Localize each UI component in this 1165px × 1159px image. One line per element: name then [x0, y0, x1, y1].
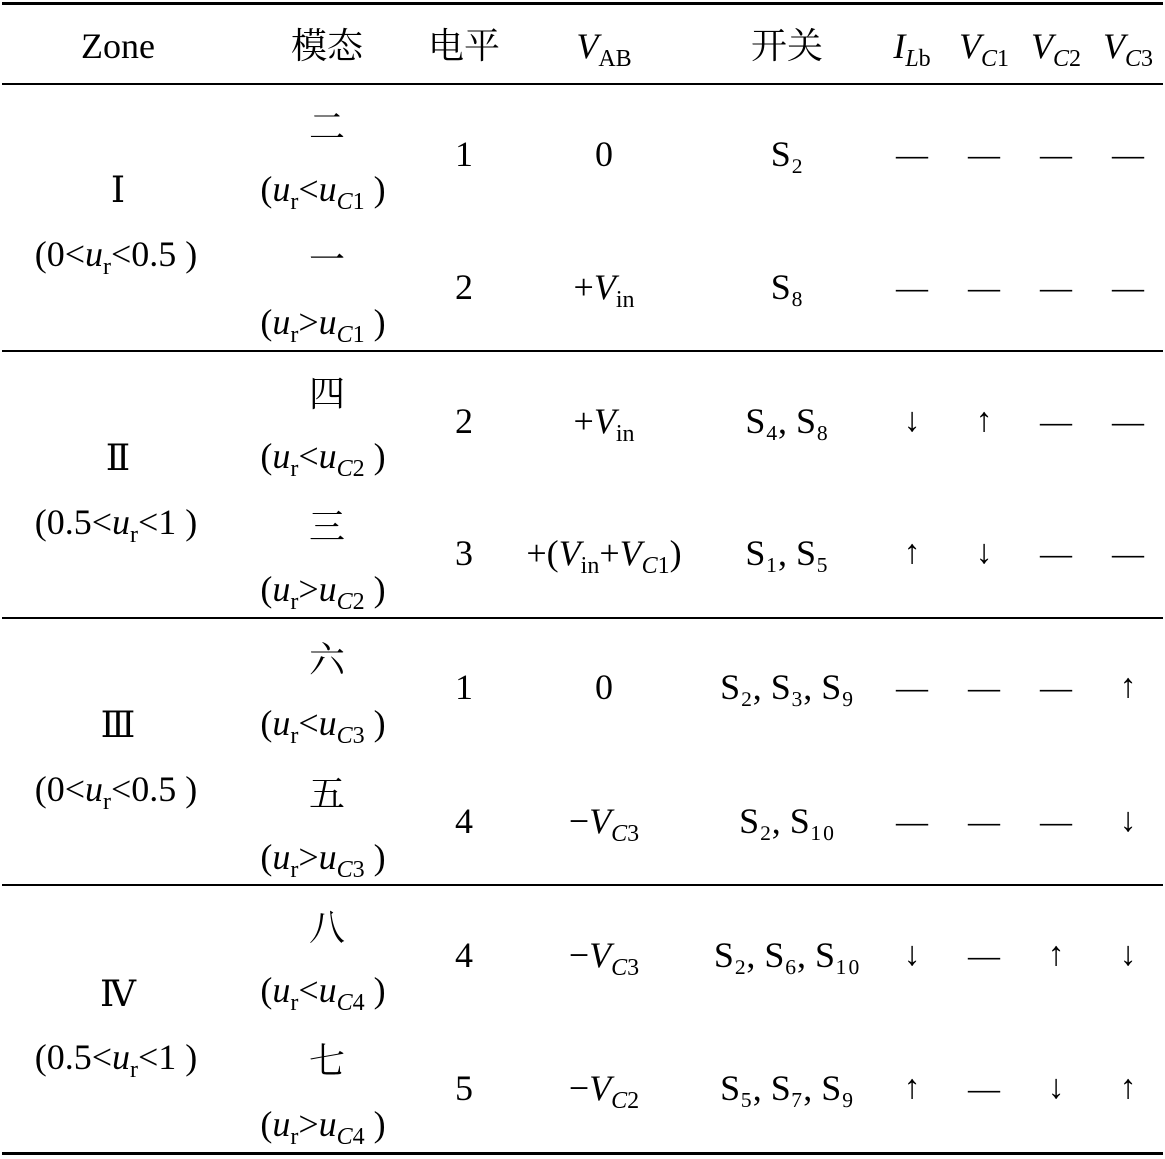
- ilb-state: ↑: [903, 534, 921, 571]
- vc3-state: ↓: [1119, 802, 1137, 839]
- header-switch: 开关: [750, 26, 824, 66]
- mode-condition: ($u_r>u_{C1}$ ): [260, 302, 386, 348]
- vab-value: $+(V_{in}+V_{C1})$: [526, 533, 682, 579]
- switch-list: S₂, S₃, S₉: [720, 667, 854, 707]
- vc3-state: ↑: [1119, 668, 1137, 705]
- vc1-state: ↑: [975, 402, 993, 439]
- vc2-state: ↓: [1047, 1069, 1065, 1106]
- header-vc2: $V_{C2}$: [1030, 26, 1082, 72]
- zone-3-label: Ⅲ: [100, 705, 136, 745]
- zone-4-label: Ⅳ: [100, 974, 136, 1014]
- top-rule: [2, 2, 1163, 5]
- vab-value: 0: [595, 134, 613, 174]
- level-value: 1: [455, 134, 473, 174]
- header-vab: $V_{AB}$: [576, 26, 632, 72]
- zone-2-range: ($0.5<u_r<1$ ): [34, 502, 198, 548]
- vc3-state: ↓: [1119, 936, 1137, 973]
- level-value: 2: [455, 401, 473, 441]
- mode-condition: ($u_r>u_{C4}$ ): [260, 1104, 386, 1150]
- header-vc3: $V_{C3}$: [1102, 26, 1154, 72]
- switch-list: S₂, S₆, S₁₀: [713, 935, 861, 975]
- zone-1-range: ($0<u_r<0.5$ ): [34, 234, 198, 280]
- vab-value: $-V_{C3}$: [568, 935, 640, 981]
- vab-value: $-V_{C3}$: [568, 801, 640, 847]
- ilb-state: ↑: [903, 1069, 921, 1106]
- vc2-state: —: [1040, 403, 1072, 439]
- level-value: 4: [455, 801, 473, 841]
- switch-list: S₄, S₈: [745, 401, 829, 441]
- switch-list: S₅, S₇, S₉: [720, 1068, 854, 1108]
- zone-divider-2: [2, 617, 1163, 619]
- vc3-state: —: [1112, 269, 1144, 305]
- mode-condition: ($u_r<u_{C3}$ ): [260, 703, 386, 749]
- mode-condition: ($u_r>u_{C3}$ ): [260, 837, 386, 883]
- mode-label: 六: [308, 640, 346, 680]
- ilb-state: —: [896, 269, 928, 305]
- vc2-state: —: [1040, 669, 1072, 705]
- mode-condition: ($u_r>u_{C2}$ ): [260, 569, 386, 615]
- zone-3-range: ($0<u_r<0.5$ ): [34, 769, 198, 815]
- ilb-state: —: [896, 669, 928, 705]
- zone-2-label: Ⅱ: [105, 438, 131, 478]
- vc1-state: —: [968, 136, 1000, 172]
- mode-label: 七: [308, 1041, 346, 1081]
- header-mode: 模态: [290, 26, 364, 66]
- vc2-state: ↑: [1047, 936, 1065, 973]
- vc1-state: —: [968, 269, 1000, 305]
- vc1-state: —: [968, 669, 1000, 705]
- level-value: 1: [455, 667, 473, 707]
- vc2-state: —: [1040, 535, 1072, 571]
- ilb-state: —: [896, 136, 928, 172]
- vc1-state: ↓: [975, 534, 993, 571]
- vc2-state: —: [1040, 803, 1072, 839]
- header-level: 电平: [427, 26, 501, 66]
- zone-4-range: ($0.5<u_r<1$ ): [34, 1037, 198, 1083]
- mode-label: 三: [308, 507, 346, 547]
- bottom-rule: [2, 1152, 1163, 1155]
- vc1-state: —: [968, 803, 1000, 839]
- zone-divider-1: [2, 350, 1163, 352]
- level-value: 4: [455, 935, 473, 975]
- vab-value: 0: [595, 667, 613, 707]
- switch-list: S₈: [770, 267, 804, 307]
- switch-list: S₂: [770, 134, 804, 174]
- mode-label: 八: [308, 908, 346, 948]
- vab-value: $-V_{C2}$: [568, 1068, 640, 1114]
- header-rule: [2, 83, 1163, 85]
- vc3-state: —: [1112, 535, 1144, 571]
- vab-value: $+V_{in}$: [573, 267, 635, 313]
- mode-label: 五: [308, 774, 346, 814]
- switch-list: S₁, S₅: [745, 533, 829, 573]
- ilb-state: —: [896, 803, 928, 839]
- mode-label: 一: [308, 240, 346, 280]
- header-zone: Zone: [81, 26, 155, 66]
- header-vc1: $V_{C1}$: [958, 26, 1010, 72]
- vc2-state: —: [1040, 136, 1072, 172]
- level-value: 3: [455, 533, 473, 573]
- level-value: 5: [455, 1068, 473, 1108]
- switch-list: S₂, S₁₀: [739, 801, 835, 841]
- level-value: 2: [455, 267, 473, 307]
- mode-condition: ($u_r<u_{C2}$ ): [260, 436, 386, 482]
- vc1-state: —: [968, 937, 1000, 973]
- vc3-state: —: [1112, 136, 1144, 172]
- vab-value: $+V_{in}$: [573, 401, 635, 447]
- ilb-state: ↓: [903, 402, 921, 439]
- vc1-state: —: [968, 1070, 1000, 1106]
- header-ilb: $I_{Lb}$: [893, 26, 931, 72]
- vc3-state: ↑: [1119, 1069, 1137, 1106]
- mode-condition: ($u_r<u_{C1}$ ): [260, 169, 386, 215]
- mode-label: 二: [308, 107, 346, 147]
- vc3-state: —: [1112, 403, 1144, 439]
- zone-1-label: Ⅰ: [110, 170, 126, 210]
- ilb-state: ↓: [903, 936, 921, 973]
- vc2-state: —: [1040, 269, 1072, 305]
- mode-label: 四: [308, 374, 346, 414]
- mode-condition: ($u_r<u_{C4}$ ): [260, 970, 386, 1016]
- zone-divider-3: [2, 884, 1163, 886]
